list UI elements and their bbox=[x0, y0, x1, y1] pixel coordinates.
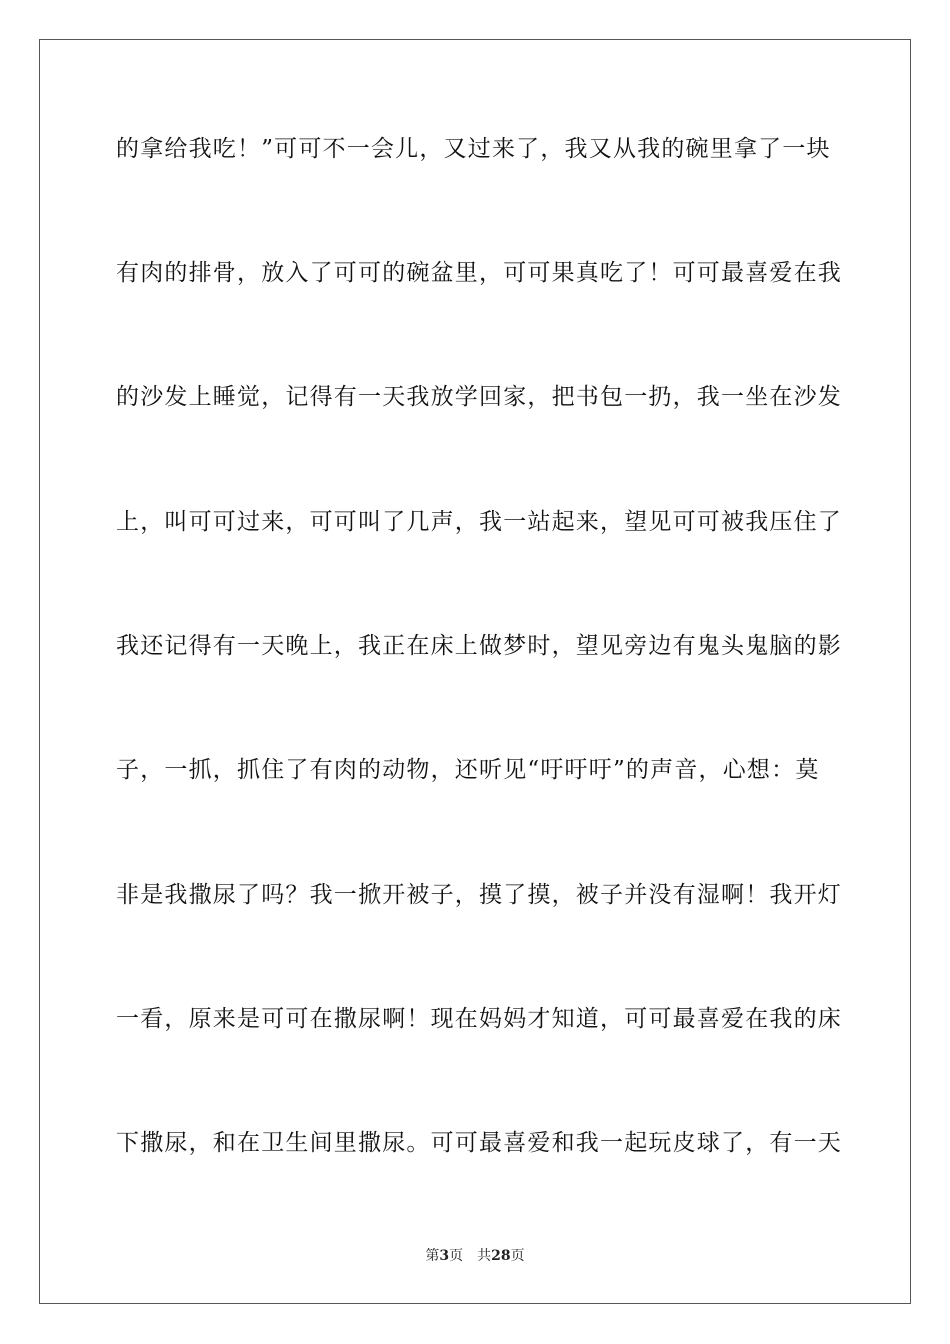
footer-total-prefix: 共 bbox=[477, 1248, 492, 1264]
footer-page-prefix: 第 bbox=[425, 1248, 440, 1264]
body-text-line: 下撒尿，和在卫生间里撒尿。可可最喜爱和我一起玩皮球了，有一天 bbox=[116, 1130, 842, 1156]
footer-total-suffix: 页 bbox=[510, 1248, 525, 1264]
body-text-line: 子，一抓，抓住了有肉的动物，还听见“吁吁吁”的声音，心想：莫 bbox=[116, 757, 820, 783]
page-footer bbox=[0, 1246, 950, 1266]
body-text-line: 的拿给我吃！”可可不一会儿，又过来了，我又从我的碗里拿了一块 bbox=[116, 136, 831, 162]
body-text-line: 一看，原来是可可在撒尿啊！现在妈妈才知道，可可最喜爱在我的床 bbox=[116, 1006, 842, 1032]
footer-page-number: 3 bbox=[439, 1248, 450, 1264]
body-text-line: 我还记得有一天晚上，我正在床上做梦时，望见旁边有鬼头鬼脑的影 bbox=[116, 633, 842, 659]
body-text-line: 非是我撒尿了吗？我一掀开被子，摸了摸，被子并没有湿啊！我开灯 bbox=[116, 882, 842, 908]
footer-page-suffix: 页 bbox=[449, 1248, 464, 1264]
body-text-line: 的沙发上睡觉，记得有一天我放学回家，把书包一扔，我一坐在沙发 bbox=[116, 384, 842, 410]
page-border bbox=[39, 39, 911, 1304]
footer-total-pages: 28 bbox=[491, 1248, 511, 1264]
body-text-line: 有肉的排骨，放入了可可的碗盆里，可可果真吃了！可可最喜爱在我 bbox=[116, 260, 842, 286]
body-text-line: 上，叫可可过来，可可叫了几声，我一站起来，望见可可被我压住了 bbox=[116, 509, 842, 535]
